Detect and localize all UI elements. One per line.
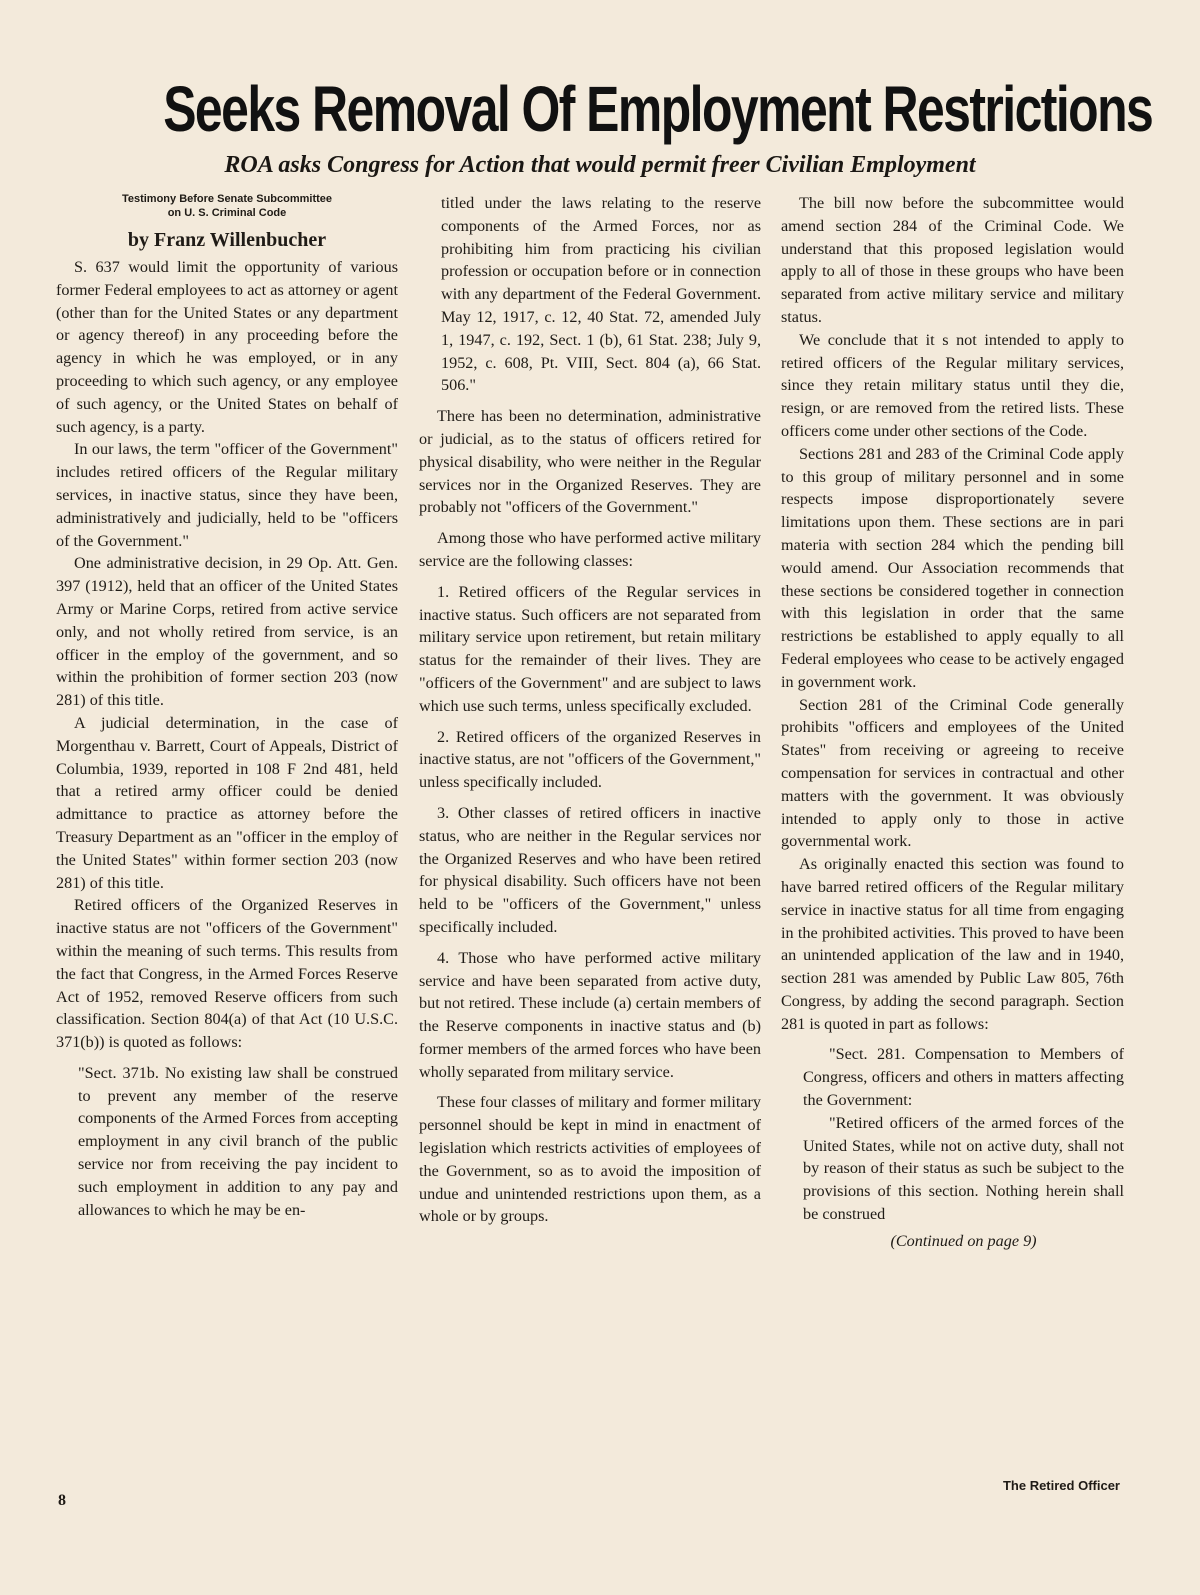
paragraph: Section 281 of the Criminal Code generally prohibits "officers and employees of the United States" from receiving or agreeing to receive compensation for services in contractual and other matters with the government. It was obviously intended to apply only to those in active governmental work.: [781, 695, 1124, 851]
paragraph: S. 637 would limit the opportunity of various former Federal employees to act as attorney or agent (other than for the United States or any department or agency thereof) in any proceeding before the agency in which he was employed, or in any proceeding to which such agency, or any employee of such agency, or the United States on behalf of such agency, is a party.: [56, 258, 398, 436]
subhead: ROA asks Congress for Action that would permit freer Civilian Employment: [224, 152, 976, 178]
paragraph: We conclude that it s not intended to apply to retired officers of the Regular military services, since they retain military status until they die, resign, or are removed from the retired lists. These officers come under other sections of the Code.: [781, 330, 1124, 440]
paragraph: Retired officers of the Organized Reserves in inactive status are not "officers of the Government" within the meaning of such terms. This results from the fact that Congress, in the Armed Forces Reserve Act of 1952, removed Reserve officers from such classification. Section 804(a) of that Act (10 U.S.C. 371(b)) is quoted as follows:: [56, 896, 398, 1052]
paragraph: 3. Other classes of retired officers in inactive status, who are neither in the Regular services nor the Organized Reserves and who have been retired for physical disability. Such officers have not been held to be "officers of the Government," unless specifically included.: [419, 803, 761, 936]
paragraph: These four classes of military and former military personnel should be kept in mind in enactment of legislation which restricts activities of employees of the Government, so as to avoid the imposition of undue and unintended restrictions upon them, as a whole or by groups.: [419, 1093, 761, 1226]
quote-text: "Sect. 371b. No existing law shall be construed to prevent any member of the reserve components of the Armed Forces from accepting employment in any civil branch of the public service nor from receiving the pay incident to such employment in addition to any pay and allowances to which he may be en-: [78, 1063, 398, 1219]
publication-name: The Retired Officer: [1002, 1478, 1120, 1493]
paragraph: As originally enacted this section was found to have barred retired officers of the Regular military service in inactive status for all time from engaging in the prohibited activities. This proved to have been an unintended application of the law and in 1940, section 281 was amended by Public Law 805, 76th Congress, by adding the second paragraph. Section 281 is quoted in part as follows:: [781, 855, 1124, 1033]
continued-note: (Continued on page 9): [890, 1231, 1037, 1250]
quotation: [78, 1062, 398, 1222]
column-3: [781, 192, 1124, 1259]
paragraph: 2. Retired officers of the organized Reserves in inactive status, are not "officers of the Government," unless specifically included.: [419, 727, 761, 792]
headline: Seeks Removal Of Employment Restrictions: [163, 73, 1153, 145]
column-1: [56, 192, 398, 1227]
paragraph: One administrative decision, in 29 Op. Att. Gen. 397 (1912), held that an officer of the United States Army or Marine Corps, retired from active service only, and not wholly retired from service, is an officer in the employ of the government, and so within the prohibition of former section 203 (now 281) of this title.: [56, 554, 398, 710]
page-number: 8: [58, 1492, 66, 1509]
paragraph: 1. Retired officers of the Regular services in inactive status. Such officers are not separated from military service upon retirement, but retain military status for the remainder of their lives. They are "officers of the Government" and are subject to laws which use such terms, unless specifically excluded.: [419, 582, 761, 715]
quotation: [803, 1043, 1124, 1252]
testimony-label-line2: on U. S. Criminal Code: [167, 207, 287, 219]
column-2: [419, 192, 761, 1228]
paragraph: Among those who have performed active military service are the following classes:: [419, 529, 761, 570]
author-byline: by Franz Willenbucher: [127, 229, 327, 251]
paragraph: In our laws, the term "officer of the Government" includes retired officers of the Regular military services, in inactive status, since they have been, administratively and judicially, held to be "officers of the Government.": [56, 440, 398, 550]
paragraph: Sections 281 and 283 of the Criminal Code apply to this group of military personnel and in some respects impose disproportionately severe limitations upon them. These sections are in pari materia with section 284 which the pending bill would amend. Our Association recommends that these sections be considered together in connection with this legislation in order that the same restrictions be established to apply equally to all Federal employees who cease to be actively engaged in government work.: [781, 444, 1124, 691]
quote-text: "Sect. 281. Compensation to Members of Congress, officers and others in matters affecting the Government:: [803, 1045, 1124, 1110]
quote-continuation: titled under the laws relating to the reserve components of the Armed Forces, nor as prohibiting him from practicing his civilian profession or occupation before or in connection with any department of the Federal Government. May 12, 1917, c. 12, 40 Stat. 72, amended July 1, 1947, c. 192, Sect. 1 (b), 61 Stat. 238; July 9, 1952, c. 608, Pt. VIII, Sect. 804 (a), 66 Stat. 506.": [441, 194, 761, 395]
quote-text: "Retired officers of the armed forces of the United States, while not on active duty, shall not by reason of their status as such be subject to the provisions of this section. Nothing herein shall be construed: [803, 1113, 1124, 1224]
paragraph: A judicial determination, in the case of Morgenthau v. Barrett, Court of Appeals, District of Columbia, 1939, reported in 108 F 2nd 481, held that a retired army officer could be denied admittance to practice as attorney before the Treasury Department as an "officer in the employ of the United States" within former section 203 (now 281) of this title.: [56, 713, 398, 892]
paragraph: 4. Those who have performed active military service and have been separated from active duty, but not retired. These include (a) certain members of the Reserve components in inactive status and (b) former members of the armed forces who have been wholly separated from military service.: [419, 948, 761, 1081]
paragraph: The bill now before the subcommittee would amend section 284 of the Criminal Code. We understand that this proposed legislation would apply to all of those in these groups who have been separated from active military service and military status.: [781, 194, 1124, 326]
testimony-label: [56, 192, 398, 220]
paragraph: There has been no determination, administrative or judicial, as to the status of officers retired for physical disability, who were neither in the Regular services nor in the Organized Reserves. They are probably not "officers of the Government.": [419, 407, 761, 517]
testimony-label-line1: Testimony Before Senate Subcommittee: [121, 193, 333, 205]
